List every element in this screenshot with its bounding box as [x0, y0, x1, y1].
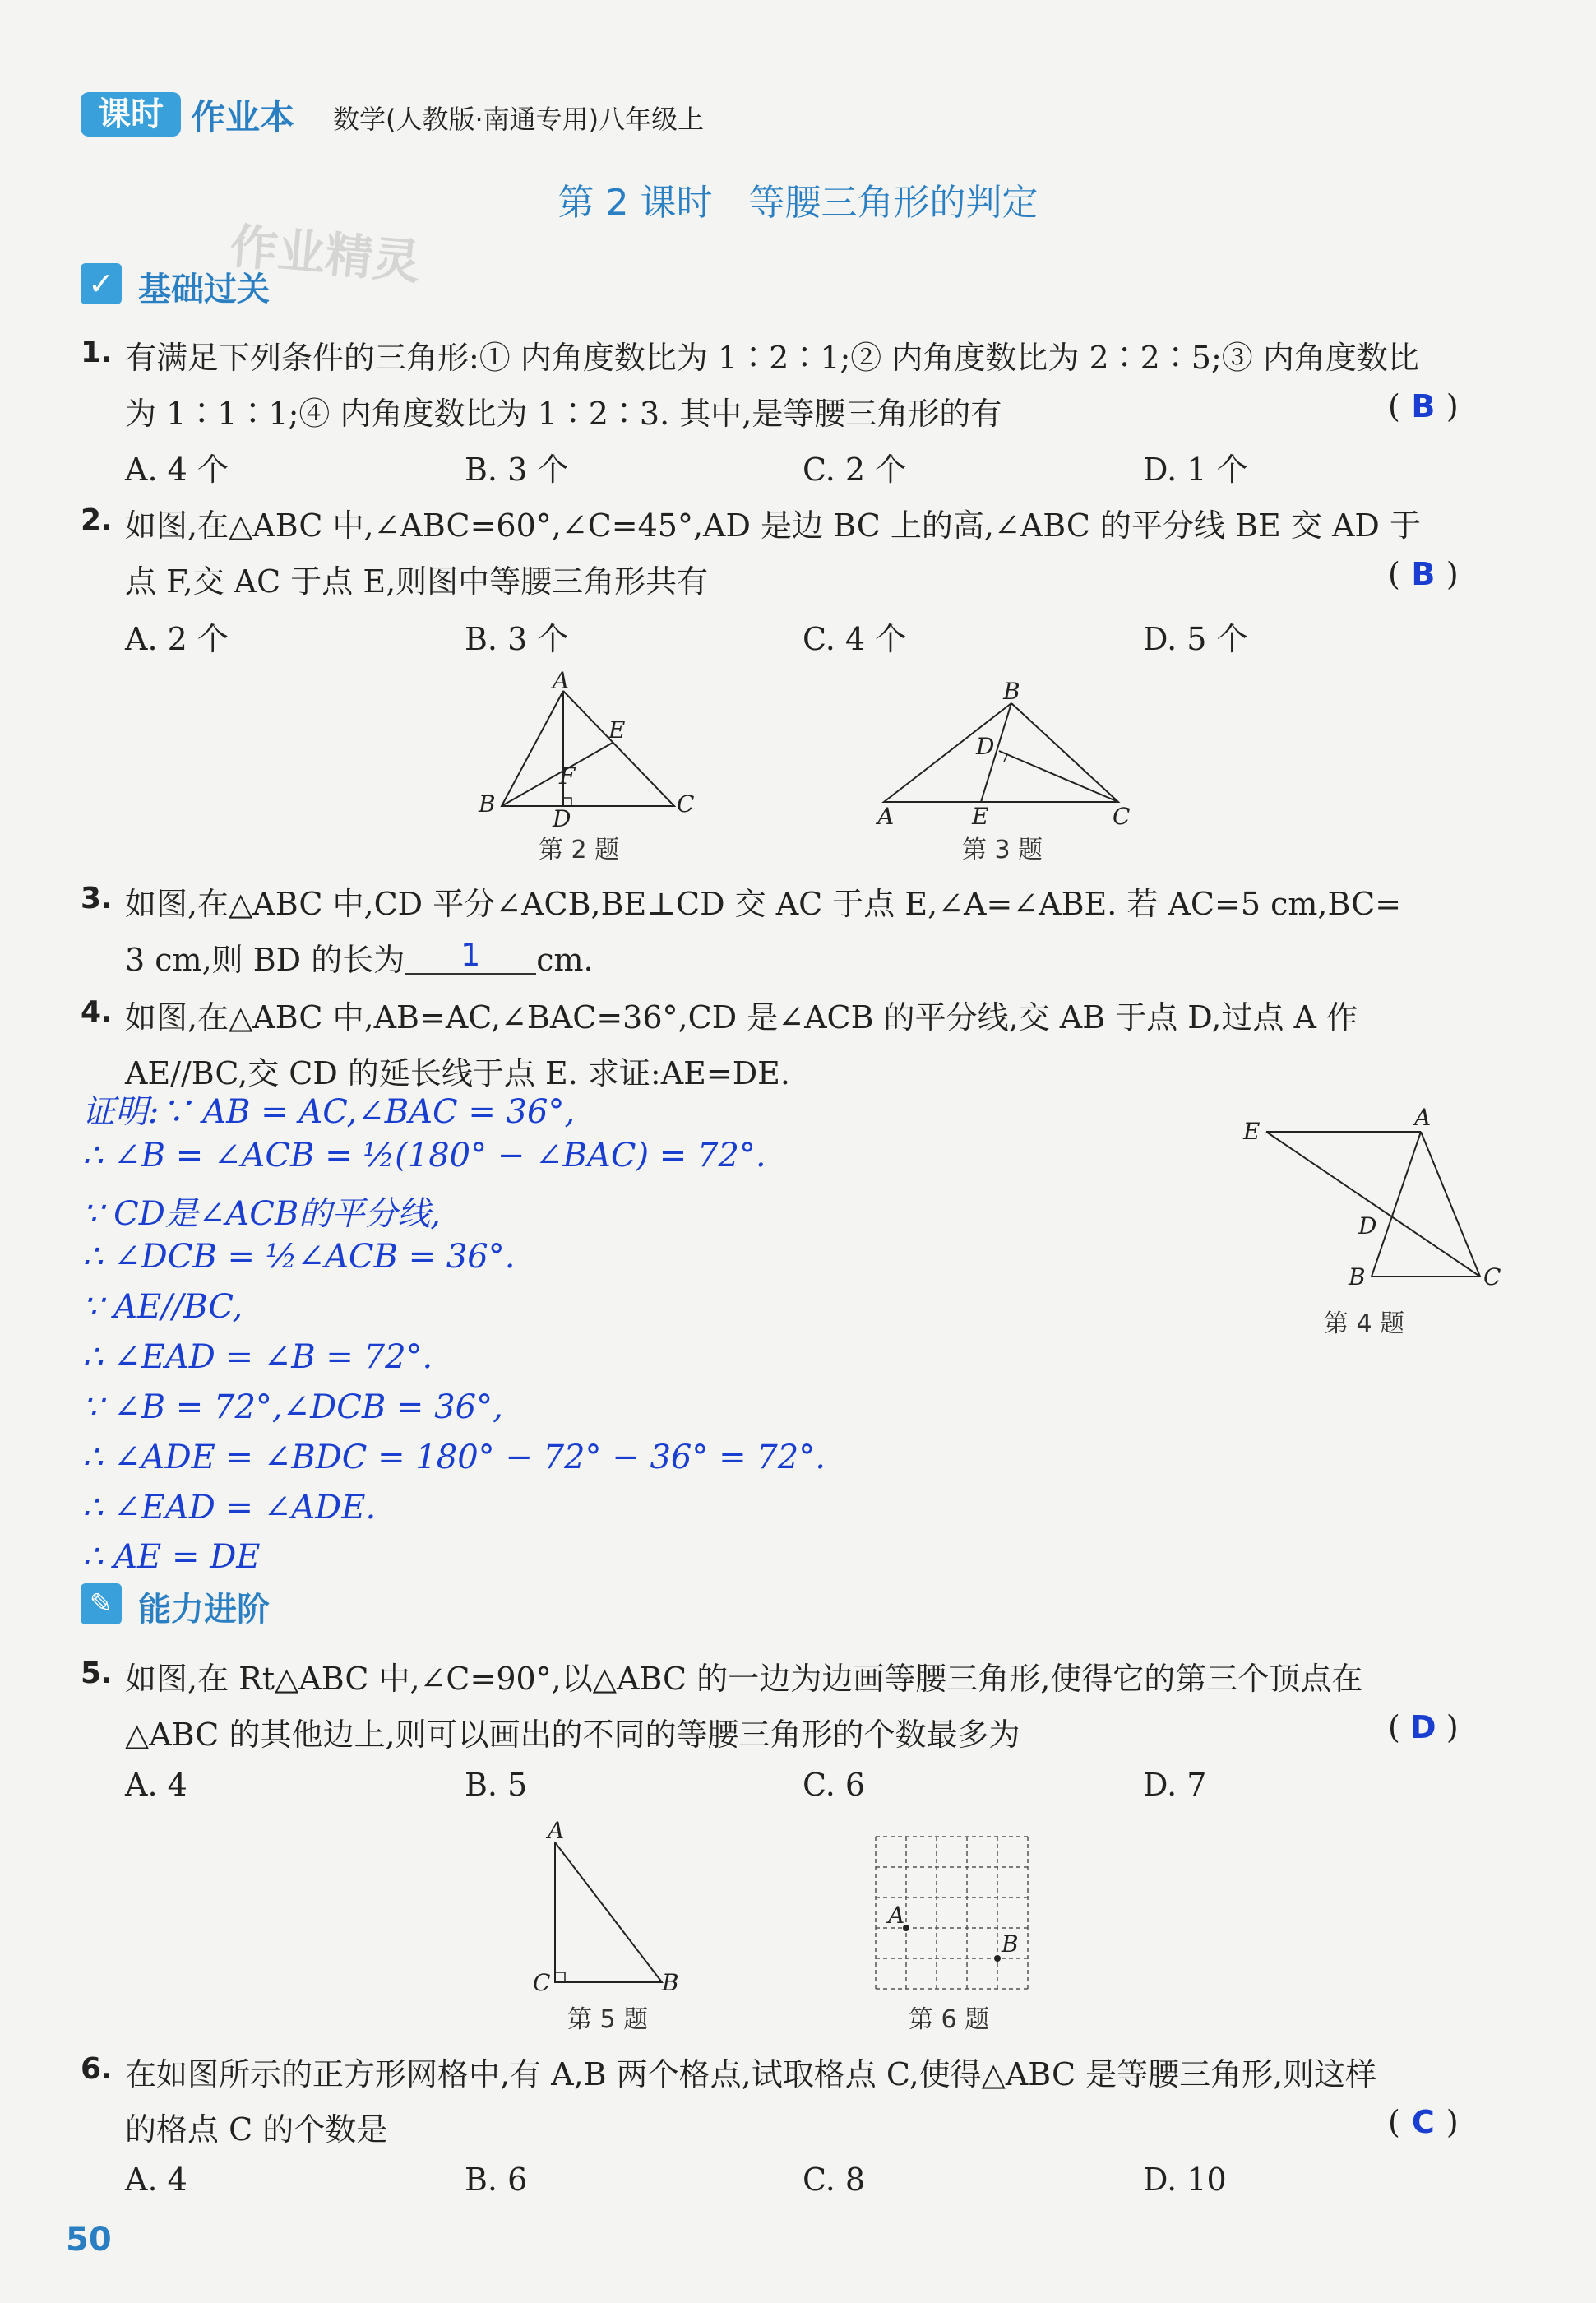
q5-option-a: A. 4	[125, 1767, 187, 1803]
q3-number: 3.	[81, 882, 113, 915]
proof-line-8: ∴ ∠ADE = ∠BDC = 180° − 72° − 36° = 72°.	[82, 1439, 826, 1476]
q5-line1: 如图,在 Rt△ABC 中,∠C=90°,以△ABC 的一边为边画等腰三角形,使得它的第三个顶点在	[125, 1661, 1363, 1697]
proof-line-10: ∴ AE = DE	[82, 1538, 261, 1576]
q4-line1: 如图,在△ABC 中,AB=AC,∠BAC=36°,CD 是∠ACB 的平分线,交 AB 于点 D,过点 A 作	[125, 999, 1358, 1036]
proof-line-2: ∴ ∠B = ∠ACB = ½(180° − ∠BAC) = 72°.	[82, 1137, 766, 1175]
fig4-caption: 第 4 题	[1324, 1309, 1405, 1338]
q4-line2: AE//BC,交 CD 的延长线于点 E. 求证:AE=DE.	[125, 1055, 791, 1091]
header-logo: 课时	[81, 92, 181, 137]
fig2-label-e: E	[608, 716, 626, 744]
q1-answer: ( B )	[1388, 388, 1459, 424]
proof-line-4: ∴ ∠DCB = ½∠ACB = 36°.	[82, 1238, 516, 1276]
proof-line-5: ∵ AE//BC,	[82, 1288, 243, 1326]
fig3-label-a: A	[877, 803, 895, 830]
q4-number: 4.	[81, 995, 113, 1029]
fig2-label-d: D	[553, 805, 571, 832]
q2-number: 2.	[81, 503, 113, 537]
header-subject: 数学(人教版·南通专用)八年级上	[333, 104, 705, 135]
q1-option-d: D. 1 个	[1143, 452, 1248, 488]
fig2-label-a: A	[553, 667, 570, 694]
q6-line2: 的格点 C 的个数是	[125, 2111, 388, 2148]
q3-line2: 3 cm,则 BD 的长为 1 cm.	[125, 937, 594, 978]
fig3-label-e: E	[972, 803, 989, 830]
q2-line2: 点 F,交 AC 于点 E,则图中等腰三角形共有	[125, 563, 709, 600]
q6-line1: 在如图所示的正方形网格中,有 A,B 两个格点,试取格点 C,使得△ABC 是等腰三角形,则这样	[125, 2056, 1377, 2092]
fig5-triangle	[555, 1842, 662, 1982]
q1-option-b: B. 3 个	[465, 452, 569, 488]
q3-line1: 如图,在△ABC 中,CD 平分∠ACB,BE⊥CD 交 AC 于点 E,∠A=∠ABE. 若 AC=5 cm,BC=	[125, 886, 1402, 922]
q1-line2: 为 1∶1∶1;④ 内角度数比为 1∶2∶3. 其中,是等腰三角形的有	[125, 396, 1002, 432]
q5-option-b: B. 5	[465, 1767, 528, 1803]
q2-option-a: A. 2 个	[125, 621, 229, 657]
figure-5	[526, 1817, 691, 1996]
section1-title: 基础过关	[138, 271, 270, 308]
figure-4	[1233, 1102, 1501, 1291]
fig3-label-c: C	[1113, 803, 1131, 830]
proof-line-6: ∴ ∠EAD = ∠B = 72°.	[82, 1338, 433, 1376]
fig2-label-c: C	[677, 790, 695, 818]
q6-option-d: D. 10	[1143, 2162, 1227, 2198]
q2-option-b: B. 3 个	[465, 621, 569, 657]
fig3-label-d: D	[976, 733, 995, 760]
fig4-label-b: B	[1349, 1263, 1366, 1291]
fig5-caption: 第 5 题	[567, 2005, 649, 2034]
q6-option-a: A. 4	[125, 2162, 187, 2198]
section1-icon: ✓	[81, 263, 122, 304]
fig6-label-a: A	[888, 1902, 905, 1929]
q5-option-c: C. 6	[803, 1767, 866, 1803]
fig3-caption: 第 3 题	[962, 836, 1043, 864]
lesson-title: 第 2 课时 等腰三角形的判定	[557, 182, 1039, 224]
fig5-label-a: A	[548, 1817, 565, 1844]
fig4-label-d: D	[1358, 1212, 1377, 1240]
q6-number: 6.	[81, 2052, 113, 2086]
q6-option-b: B. 6	[465, 2162, 528, 2198]
fig2-label-f: F	[559, 762, 576, 790]
proof-line-9: ∴ ∠EAD = ∠ADE.	[82, 1489, 377, 1527]
section2-icon: ✎	[81, 1583, 122, 1624]
figure-2	[469, 667, 699, 832]
proof-line-3: ∵ CD是∠ACB的平分线,	[82, 1195, 441, 1233]
q1-option-c: C. 2 个	[803, 452, 907, 488]
fig4-label-e: E	[1243, 1118, 1261, 1145]
q2-line1: 如图,在△ABC 中,∠ABC=60°,∠C=45°,AD 是边 BC 上的高,∠ABC 的平分线 BE 交 AD 于	[125, 507, 1421, 544]
fig6-label-b: B	[1002, 1930, 1019, 1958]
fig4-line-ec	[1266, 1132, 1480, 1277]
proof-line-1: 证明:∵ AB = AC,∠BAC = 36°,	[82, 1093, 576, 1131]
section2-title: 能力进阶	[138, 1591, 270, 1629]
q1-line1: 有满足下列条件的三角形:① 内角度数比为 1∶2∶1;② 内角度数比为 2∶2∶5;③ 内角度数比	[125, 340, 1419, 376]
fig2-triangle	[502, 691, 674, 806]
fig3-line-cd	[999, 751, 1118, 802]
fig5-label-c: C	[533, 1969, 551, 1996]
fig6-point-b	[994, 1955, 1001, 1962]
proof-line-7: ∵ ∠B = 72°,∠DCB = 36°,	[82, 1388, 503, 1426]
fig2-label-b: B	[479, 790, 496, 818]
fig5-label-b: B	[662, 1969, 679, 1996]
q6-option-c: C. 8	[803, 2162, 866, 2198]
header-brand: 作业本	[191, 97, 295, 137]
watermark: 作业精灵	[228, 217, 423, 290]
q2-option-d: D. 5 个	[1143, 621, 1248, 657]
fig6-caption: 第 6 题	[909, 2005, 990, 2034]
q5-option-d: D. 7	[1143, 1767, 1207, 1803]
q1-number: 1.	[81, 336, 113, 369]
page-number: 50	[66, 2221, 112, 2259]
q6-answer: ( C )	[1388, 2104, 1459, 2140]
figure-6	[872, 1833, 1036, 1997]
q5-answer: ( D )	[1388, 1709, 1459, 1745]
fig4-label-c: C	[1483, 1263, 1501, 1291]
q3-answer-blank: 1	[405, 937, 536, 975]
fig3-label-b: B	[1003, 678, 1020, 705]
q5-number: 5.	[81, 1657, 113, 1690]
q2-option-c: C. 4 个	[803, 621, 907, 657]
fig4-label-a: A	[1414, 1104, 1432, 1131]
q1-option-a: A. 4 个	[125, 452, 229, 488]
figure-3	[867, 678, 1147, 830]
q2-answer: ( B )	[1388, 556, 1459, 592]
q5-line2: △ABC 的其他边上,则可以画出的不同的等腰三角形的个数最多为	[125, 1717, 1020, 1753]
fig4-triangle	[1372, 1132, 1480, 1277]
fig2-caption: 第 2 题	[539, 836, 620, 864]
